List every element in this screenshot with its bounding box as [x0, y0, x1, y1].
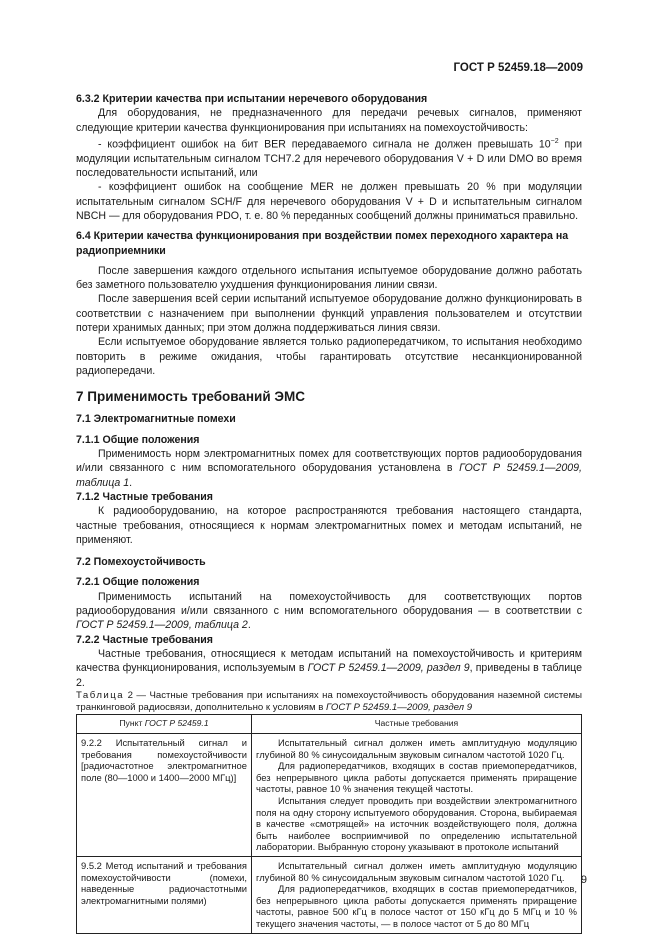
text-run: 2 — Частные требования при испытаниях на помехоустойчивость оборудования наземной системы транкинговой радиосвязи, дополнительно к условиям в: [76, 689, 582, 714]
section-7-1-2-title: 7.1.2 Частные требования: [76, 490, 213, 503]
table-header-cell: [77, 715, 252, 734]
text-run: Частные требования, относящиеся к методам испытаний на помехоустойчивость и критериям качества функционирования, используемым в: [76, 647, 582, 675]
table-cell: 9.5.2 Метод испытаний и требования помехоустойчивости (помехи, наведенные радиочастотными электромагнитными полями): [77, 856, 252, 933]
paragraph: Если испытуемое оборудование является только радиопередатчиком, то испытания необходимо повторить в режиме ожидания, чтобы гарантировать отсутствие несанкционированной радиопередачи.: [76, 336, 582, 377]
cell-paragraph: Для радиопередатчиков, входящих в состав приемопередатчиков, без непрерывного цикла работы допускается применять приращение частоты, равное 500 кГц в полосе частот от 150 кГц до 5 МГц и 10 % текущего значения частоты, — в полосе частот от 5 до 80 МГц: [256, 883, 577, 929]
section-7-1-1-title: 7.1.1 Общие положения: [76, 433, 200, 446]
requirements-table: [76, 714, 582, 933]
document-header: ГОСТ Р 52459.18—2009: [453, 62, 583, 74]
text-run: Применимость испытаний на помехоустойчивость для соответствующих портов радиооборудования и/или связанного с ним вспомогательного оборудования — в соответствии с: [76, 590, 582, 618]
reference: ГОСТ Р 52459.1: [144, 718, 209, 729]
cell-paragraph: Для радиопередатчиков, входящих в состав приемопередатчиков, без непрерывного цикла работы допускается применять приращение частоты, равное 10 % значения текущей частоты.: [256, 760, 577, 795]
table-cell: [252, 734, 582, 857]
section-7-2-title: 7.2 Помехоустойчивость: [76, 556, 206, 569]
page-number: 9: [580, 874, 587, 886]
section-7-2-1-title: 7.2.1 Общие положения: [76, 576, 200, 589]
paragraph: После завершения каждого отдельного испытания испытуемое оборудование должно работать без заметного пользователю ухудшения функционирования линии связи.: [76, 264, 582, 292]
text-run: Применимость норм электромагнитных помех для соответствующих портов радиооборудования и/или связанного с ним вспомогательного оборудования установлена в: [76, 448, 582, 475]
paragraph: Для оборудования, не предназначенного для передачи речевых сигналов, применяют следующие критерии качества функционирования при испытаниях на помехоустойчивость:: [76, 107, 582, 134]
reference: ГОСТ Р 52459.1—2009, таблица 2: [76, 619, 248, 632]
table-header-cell: Частные требования: [252, 715, 582, 734]
text-run: .: [129, 476, 133, 489]
reference: ГОСТ Р 52459.1—2009, раздел 9: [307, 662, 470, 675]
cell-paragraph: Испытательный сигнал должен иметь амплитудную модуляцию глубиной 80 % синусоидальным звуковым сигналом частотой 1020 Гц.: [256, 859, 577, 883]
section-6-4-title: 6.4 Критерии качества функционирования при воздействии помех переходного характера на радиоприемники: [76, 230, 569, 257]
superscript: −2: [550, 137, 559, 145]
table-cell: [252, 856, 582, 933]
document-body: [76, 92, 582, 934]
section-6-3-2-title: 6.3.2 Критерии качества при испытании неречевого оборудования: [76, 93, 428, 105]
table-row: [77, 856, 582, 933]
text-run: при модуляции испытательным сигналом ТСН7.2 для неречевого оборудования V + D или DMO во время последовательности испытаний, или: [76, 138, 582, 180]
cell-paragraph: Испытания следует проводить при воздействии электромагнитного поля на одну сторону испытуемого оборудования. Сторона, выбираемая в качестве «смотрящей» на источник воздействующего поля, должна быть наиболее восприимчивой по определению испытательной лаборатории. Выбранную сторону указывают в протоколе испытаний: [256, 794, 577, 853]
text-run: , приведены в таблице 2.: [76, 662, 582, 689]
paragraph: - коэффициент ошибок на сообщение MER не должен превышать 20 % при модуляции испытательным сигналом SCH/F для неречевого оборудования V + D и испытательным сигналом NBCH — для оборудования PDO, т. е. 80 % переданных сообщений должны приниматься правильно.: [76, 181, 582, 222]
cell-paragraph: Испытательный сигнал должен иметь амплитудную модуляцию глубиной 80 % синусоидальным звуковым сигналом частотой 1020 Гц.: [256, 737, 577, 760]
paragraph: После завершения всей серии испытаний испытуемое оборудование должно функционировать в соответствии с назначением при выполнении функций управления пользователем и отсутствии потери хранимых данных; при этом должна поддерживаться линия связи.: [76, 293, 582, 334]
reference: ГОСТ Р 52459.1—2009, таблица 1: [76, 462, 582, 489]
paragraph: [76, 647, 582, 690]
text-run: Пункт: [119, 718, 145, 729]
text-run: .: [247, 619, 251, 632]
paragraph: [76, 590, 582, 633]
table-cell: 9.2.2 Испытательный сигнал и требования помехоустойчивости [радиочастотное электромагнитное поле (80—1000 и 1400—2000 МГц)]: [77, 734, 252, 857]
paragraph: К радиооборудованию, на которое распространяются требования настоящего стандарта, частные требования, относящиеся к нормам электромагнитных помех и методам испытаний, не применяют.: [76, 505, 582, 546]
table-row: [77, 734, 582, 857]
section-7-2-2-title: 7.2.2 Частные требования: [76, 633, 213, 646]
table-header-row: [77, 715, 582, 734]
table-caption: [76, 690, 582, 715]
section-7-title: 7 Применимость требований ЭМС: [76, 389, 306, 405]
caption-label: Таблица: [76, 689, 125, 701]
paragraph: [76, 447, 582, 490]
text-run: - коэффициент ошибок на бит BER передаваемого сигнала не должен превышать 10: [98, 138, 551, 151]
section-7-1-title: 7.1 Электромагнитные помехи: [76, 413, 236, 426]
reference: ГОСТ Р 52459.1—2009, раздел 9: [326, 702, 473, 714]
paragraph: [76, 135, 582, 180]
